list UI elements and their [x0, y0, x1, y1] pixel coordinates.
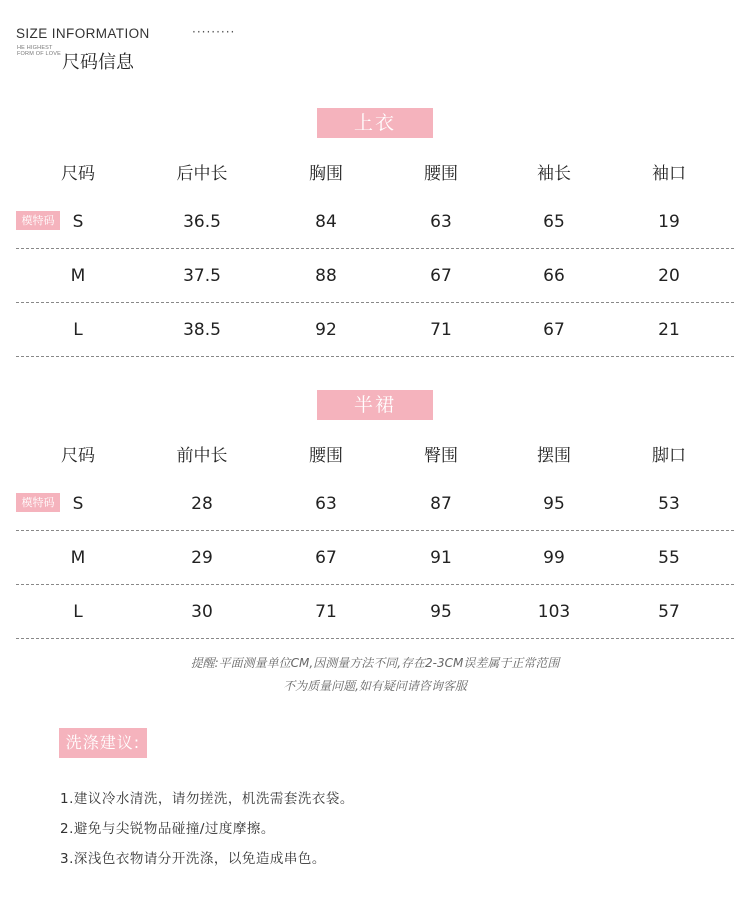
table-cell: 37.5 — [183, 265, 221, 286]
table-cell: L — [73, 601, 83, 622]
wash-advice-item: 2.避免与尖锐物品碰撞/过度摩擦。 — [60, 821, 275, 837]
table-cell: 19 — [658, 211, 680, 232]
table-cell: 36.5 — [183, 211, 221, 232]
header-dots: ········· — [192, 25, 236, 39]
tops-section-title: 上衣 — [317, 108, 433, 138]
table-cell: 91 — [430, 547, 452, 568]
table-cell: 67 — [430, 265, 452, 286]
table-cell: 29 — [191, 547, 213, 568]
table-cell: 55 — [658, 547, 680, 568]
table-cell: S — [72, 493, 84, 514]
table-cell: 30 — [191, 601, 213, 622]
table-cell: 28 — [191, 493, 213, 514]
measurement-note-line1: 提醒:平面测量单位CM,因测量方法不同,存在2-3CM误差属于正常范围 — [190, 656, 560, 670]
table-cell: 84 — [315, 211, 337, 232]
header-tagline-line1: HE HIGHEST — [17, 45, 53, 51]
table-row — [16, 303, 734, 357]
table-cell: 87 — [430, 493, 452, 514]
column-header: 尺码 — [61, 446, 95, 466]
table-cell: 66 — [543, 265, 565, 286]
table-row — [16, 585, 734, 639]
column-header: 腰围 — [424, 164, 458, 184]
table-cell: 21 — [658, 319, 680, 340]
table-cell: 92 — [315, 319, 337, 340]
table-cell: 95 — [430, 601, 452, 622]
table-header-row — [16, 148, 734, 195]
table-cell: M — [70, 547, 86, 568]
wash-advice-item: 3.深浅色衣物请分开洗涤，以免造成串色。 — [60, 851, 326, 867]
skirt-size-table — [16, 430, 734, 639]
table-cell: 57 — [658, 601, 680, 622]
column-header: 摆围 — [537, 446, 571, 466]
header-en-title: SIZE INFORMATION — [16, 26, 150, 41]
table-cell: 103 — [537, 601, 571, 622]
table-cell: 95 — [543, 493, 565, 514]
page-title: 尺码信息 — [62, 52, 134, 73]
column-header: 臀围 — [424, 446, 458, 466]
measurement-note-line2: 不为质量问题,如有疑问请咨询客服 — [283, 679, 467, 693]
table-cell: 63 — [430, 211, 452, 232]
skirt-section-title: 半裙 — [317, 390, 433, 420]
table-cell: 67 — [315, 547, 337, 568]
column-header: 前中长 — [176, 446, 228, 466]
model-size-badge: 模特码 — [16, 211, 60, 230]
table-cell: 99 — [543, 547, 565, 568]
table-cell: 67 — [543, 319, 565, 340]
table-cell: M — [70, 265, 86, 286]
table-cell: 63 — [315, 493, 337, 514]
table-cell: S — [72, 211, 84, 232]
table-row — [16, 477, 734, 531]
wash-advice-title: 洗涤建议: — [59, 728, 147, 758]
column-header: 胸围 — [309, 164, 343, 184]
column-header: 尺码 — [61, 164, 95, 184]
model-size-badge: 模特码 — [16, 493, 60, 512]
table-header-row — [16, 430, 734, 477]
table-cell: 38.5 — [183, 319, 221, 340]
table-row — [16, 195, 734, 249]
table-row — [16, 531, 734, 585]
wash-advice-item: 1.建议冷水清洗，请勿搓洗，机洗需套洗衣袋。 — [60, 791, 354, 807]
header-tagline — [17, 45, 61, 57]
column-header: 腰围 — [309, 446, 343, 466]
table-cell: 53 — [658, 493, 680, 514]
table-cell: 88 — [315, 265, 337, 286]
table-cell: 71 — [315, 601, 337, 622]
header-tagline-line2: FORM OF LOVE — [17, 51, 61, 57]
column-header: 袖长 — [537, 164, 571, 184]
tops-size-table — [16, 148, 734, 357]
column-header: 袖口 — [652, 164, 686, 184]
table-cell: 65 — [543, 211, 565, 232]
column-header: 脚口 — [652, 446, 686, 466]
table-cell: L — [73, 319, 83, 340]
table-cell: 71 — [430, 319, 452, 340]
column-header: 后中长 — [176, 164, 228, 184]
table-cell: 20 — [658, 265, 680, 286]
table-row — [16, 249, 734, 303]
